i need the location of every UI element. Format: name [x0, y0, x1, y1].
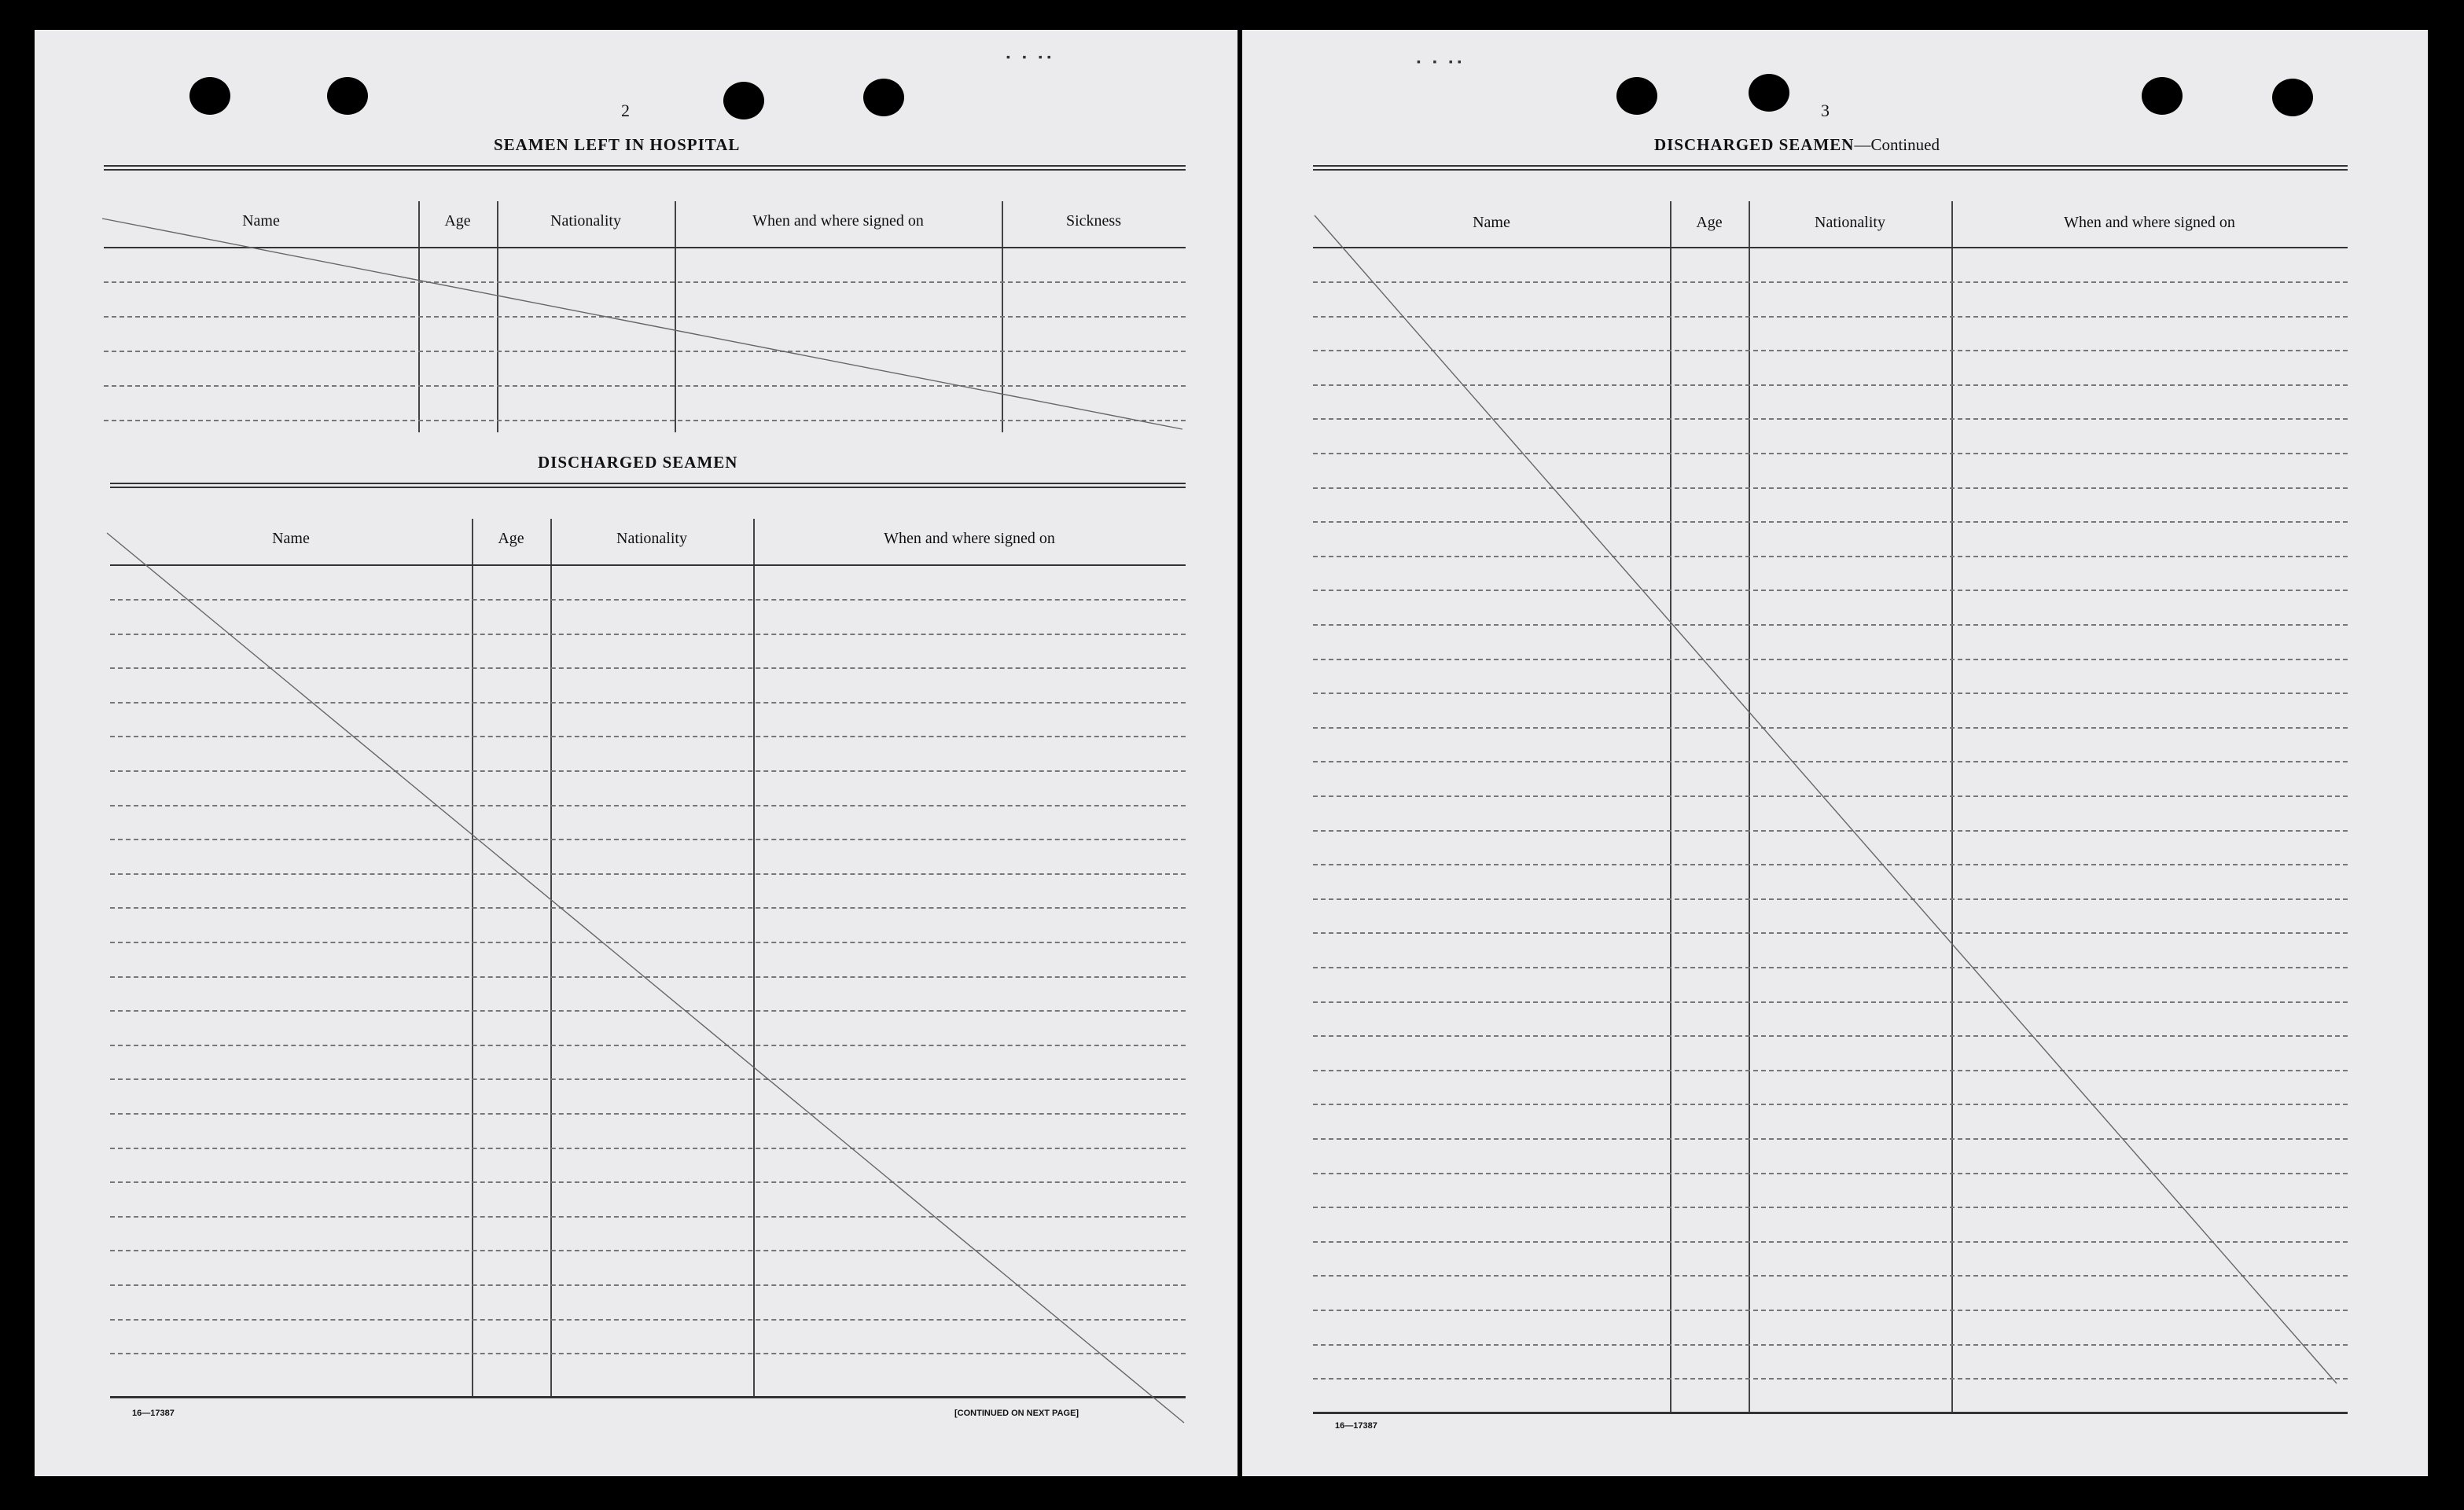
- cancel-stroke-hospital: [102, 219, 1182, 429]
- section-title-main: DISCHARGED SEAMEN: [1654, 135, 1855, 154]
- page-number: 2: [621, 101, 630, 120]
- right-page: [1242, 30, 2428, 1476]
- cancel-strokes: [35, 30, 1238, 1476]
- section-title-discharged: DISCHARGED SEAMEN: [538, 453, 738, 472]
- col-header-name: Name: [1473, 214, 1510, 231]
- section-title-hospital: SEAMEN LEFT IN HOSPITAL: [494, 135, 741, 154]
- col-header-age: Age: [444, 212, 471, 230]
- col-header-name: Name: [242, 212, 280, 230]
- continued-note: [CONTINUED ON NEXT PAGE]: [954, 1409, 1079, 1418]
- col-header-signed-on: When and where signed on: [752, 212, 924, 230]
- form-number: 16—17387: [1335, 1421, 1377, 1431]
- col-header-signed-on: When and where signed on: [2064, 214, 2235, 231]
- cancel-stroke-discharged: [107, 533, 1184, 1423]
- cancel-stroke-discharged: [1315, 215, 2337, 1383]
- col-header-name: Name: [272, 530, 310, 547]
- section-title-suffix: —Continued: [1854, 135, 1940, 154]
- col-header-signed-on: When and where signed on: [884, 530, 1055, 547]
- cancel-strokes: [1242, 30, 2428, 1476]
- col-header-nationality: Nationality: [550, 212, 621, 230]
- col-header-nationality: Nationality: [1815, 214, 1885, 231]
- col-header-sickness: Sickness: [1066, 212, 1121, 230]
- left-page: [35, 30, 1238, 1476]
- col-header-nationality: Nationality: [616, 530, 687, 547]
- print-smudge: ▪ ▪ ▪▪: [1006, 52, 1056, 64]
- page-number: 3: [1821, 101, 1830, 120]
- col-header-age: Age: [1696, 214, 1723, 231]
- col-header-age: Age: [498, 530, 524, 547]
- form-number: 16—17387: [132, 1409, 175, 1418]
- print-smudge: ▪ ▪ ▪▪: [1417, 57, 1466, 68]
